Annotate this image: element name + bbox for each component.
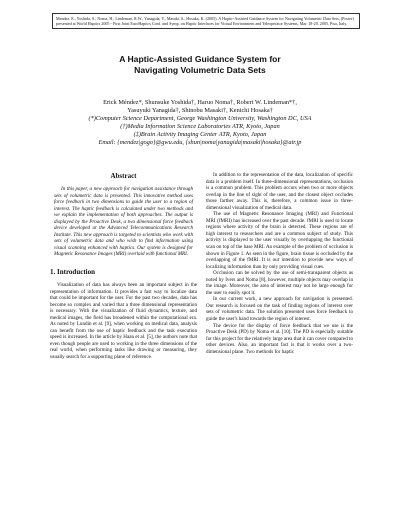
title-line-1: A Haptic-Assisted Guidance System for bbox=[119, 54, 281, 64]
affiliation-1: (*)Computer Science Department, George Washington University, Washington DC, USA bbox=[88, 115, 312, 122]
affiliation-3: (‡)Brain Activity Imaging Center ATR, Kyoto, Japan bbox=[133, 131, 267, 138]
affiliation-2: (†)Media Information Science Laboratories ATR, Kyoto, Japan bbox=[120, 123, 280, 130]
right-column bbox=[206, 172, 353, 355]
body-paragraph-1: In addition to the representation of the data, localization of specific data is a problem itself. In three-dimensional representations, occlusion is a common problem. This problem occurs when two or more objects overlap in the line of sight of the user, and the closest object occludes those farther away. This is, therefore, a common issue in three-dimensional visualization of medical data. bbox=[206, 172, 353, 211]
title-line-2: Navigating Volumetric Data Sets bbox=[134, 65, 266, 75]
body-paragraph-3: Occlusion can be solved by the use of semi-transparent objects as noted by Ivers and Noma [8], however, multiple objects may overlap in the image. Moreover, the area of interest may not be large enough for the user to easily spot it. bbox=[206, 270, 353, 296]
abstract-text: In this paper, a new approach for navigation assistance through sets of volumetric data is presented. This innovative method uses force feedback in two dimensions to guide the user to a region of interest. The haptic feedback is calculated under two methods and we explain the implementation of both approaches. The output is displayed by the Proactive Desk, a two dimensional force feedback device developed at the Advanced Telecommunications Research Institute. This new approach is targeted to scientists who work with sets of volumetric data and who wish to find information using visual scanning enhanced with haptics. Our system is designed for Magnetic Resonance Images (MRI) overlaid with functional MRI. bbox=[54, 186, 193, 258]
paper-title bbox=[40, 54, 360, 76]
intro-heading: 1. Introduction bbox=[50, 268, 95, 277]
email-line: Email: {mendez|gogo}@gwu.edu, {shun|noma|yanagida|masaki|hosaka}@atr.jp bbox=[98, 139, 302, 146]
citation-box: Mendez, E., Yoshida, S., Noma, H., Lindeman, R.W., Yanagida, Y., Masaki, S., Hosaka, K. (2005). A Haptic-Assisted Guidance System for Navigating Volumetric Data Sets, (Poster) presented at World Haptics 2005 - First Joint EuroHaptics Conf. and Symp. on Haptic Interfaces for Virtual Environment and Teleoperator Systems, Mar. 18-20, 2005, Pisa, Italy. bbox=[52, 13, 360, 29]
authors-line-2: Yasuyuki Yanagida†, Shinobu Masaki†, Kenichi Hosaka† bbox=[127, 107, 273, 114]
author-block bbox=[40, 99, 360, 147]
authors-line-1: Erick Méndez*, Shunsuke Yoshida†, Haruo Noma†, Robert W. Lindeman*†, bbox=[103, 99, 297, 106]
intro-paragraph: Visualization of data has always been an important subject in the representation of information. It provides a fast way to localize data that could be important for the user. For the past two decades, data has become so complex and varied that a three dimensional representation is necessary. With the visualization of fluid dynamics, texture, and medical images, the field has broadened within the computational era. As noted by Lundin et al. [9], when working on medical data, analysis can benefit from the use of haptic feedback and the task execution speed is increased. In the article by Haan et al. [5], the authors note that even though people are used to working in the three dimensions of the real world, when performing tasks like drawing or measuring, they usually search for a supporting plane of reference. bbox=[50, 282, 197, 361]
body-paragraph-2: The use of Magnetic Resonance Imaging (MRI) and Functional MRI (fMRI) has increased over the past decade. fMRI is used to locate regions where activity of the brain is detected. These regions are of high interest to researchers and are a common subject of study. This activity is displayed to the user visually by overlapping the functional scan on top of the base MRI. An example of the problem of occlusion is shown in Figure 1. As seen in the figure, brain tissue is occluded by the overlapping of the fMRI. It is our intention to provide new ways of localizing information than by only providing visual cues. bbox=[206, 211, 353, 270]
body-paragraph-4: In our current work, a new approach for navigation is presented. Our research is focused on the task of finding regions of interest over sets of volumetric data. The solution presented uses force feedback to guide the user's hand towards the region of interest. bbox=[206, 296, 353, 323]
body-paragraph-5: The device for the display of force feedback that we use is the Proactive Desk (PD) by Noma et al. [10]. The PD is especially suitable for this project for the relatively large area that it can cover compared to other devices. Also, an important fact is that it works over a two-dimensional plane. Two methods for haptic bbox=[206, 322, 353, 355]
abstract-heading: Abstract bbox=[110, 172, 137, 180]
left-column bbox=[50, 172, 197, 361]
